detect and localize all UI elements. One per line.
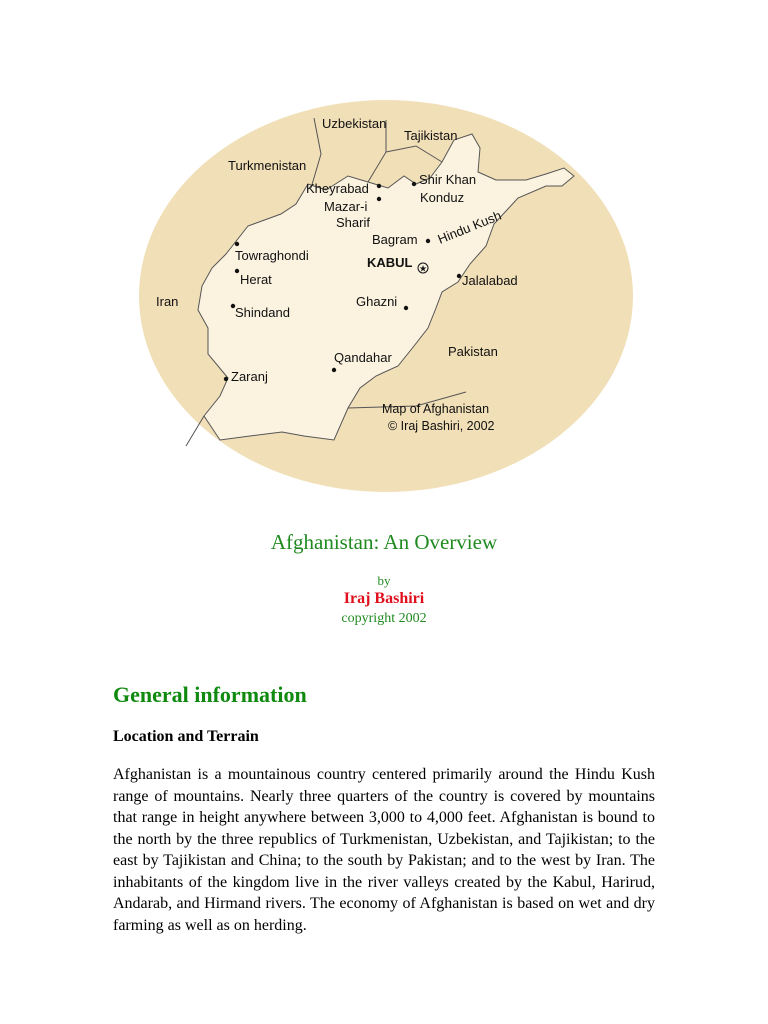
label-mazar-line1: Mazar-i xyxy=(324,199,368,214)
label-zaranj: Zaranj xyxy=(231,369,268,384)
label-kheyrabad: Kheyrabad xyxy=(306,181,369,196)
label-konduz: Konduz xyxy=(420,190,465,205)
border-iran-west xyxy=(186,416,204,446)
afghanistan-map xyxy=(136,96,636,496)
city-dot-bagram xyxy=(426,239,430,243)
city-dot-shir-khan xyxy=(412,182,416,186)
city-dot-towraghondi xyxy=(235,242,239,246)
copyright-notice: copyright 2002 xyxy=(341,611,427,626)
map-caption-copyright: © Iraj Bashiri, 2002 xyxy=(388,419,495,433)
city-dot-jalalabad xyxy=(457,274,461,278)
label-jalalabad: Jalalabad xyxy=(462,273,518,288)
city-dot-mazar xyxy=(377,197,381,201)
city-dot-zaranj xyxy=(224,377,228,381)
subsection-heading: Location and Terrain xyxy=(113,728,259,745)
label-iran: Iran xyxy=(156,294,179,309)
label-towraghondi: Towraghondi xyxy=(235,248,309,263)
capital-star-icon xyxy=(418,263,428,275)
svg-text:★: ★ xyxy=(418,264,428,275)
byline: by xyxy=(377,573,391,588)
label-mazar-line2: Sharif xyxy=(336,215,370,230)
city-dot-qandahar xyxy=(332,368,336,372)
label-uzbekistan: Uzbekistan xyxy=(322,116,387,131)
map-caption-title: Map of Afghanistan xyxy=(382,402,490,416)
label-pakistan: Pakistan xyxy=(448,344,498,359)
label-kabul: KABUL xyxy=(367,255,413,270)
label-turkmenistan: Turkmenistan xyxy=(228,158,307,173)
label-ghazni: Ghazni xyxy=(356,294,398,309)
label-bagram: Bagram xyxy=(372,232,418,247)
label-qandahar: Qandahar xyxy=(334,350,392,365)
page-title: Afghanistan: An Overview xyxy=(270,530,498,554)
city-dot-kheyrabad xyxy=(377,184,381,188)
label-hindu-kush: Hindu Kush xyxy=(435,207,504,247)
section-heading: General information xyxy=(113,682,307,707)
label-shindand: Shindand xyxy=(235,305,290,320)
label-herat: Herat xyxy=(240,272,272,287)
body-paragraph: Afghanistan is a mountainous country centered primarily around the Hindu Kush range of mountains. Nearly three quarters of the country is covered by mountains that range in height anywhere between 3,000 to 4,000 feet. Afghanistan is bound to the north by the three republics of Turkmenistan, Uzbekistan, and Tajikistan; to the east by Tajikistan and China; to the south by Pakistan; and to the west by Iran. The inhabitants of the kingdom live in the river valleys created by the Kabul, Harirud, Andarab, and Hirmand rivers. The economy of Afghanistan is based on wet and dry farming as well as on herding. xyxy=(113,766,655,934)
city-dot-herat xyxy=(235,269,239,273)
label-tajikistan: Tajikistan xyxy=(404,128,458,143)
author-name: Iraj Bashiri xyxy=(343,590,425,607)
label-shir-khan: Shir Khan xyxy=(419,172,477,187)
city-dot-ghazni xyxy=(404,306,408,310)
